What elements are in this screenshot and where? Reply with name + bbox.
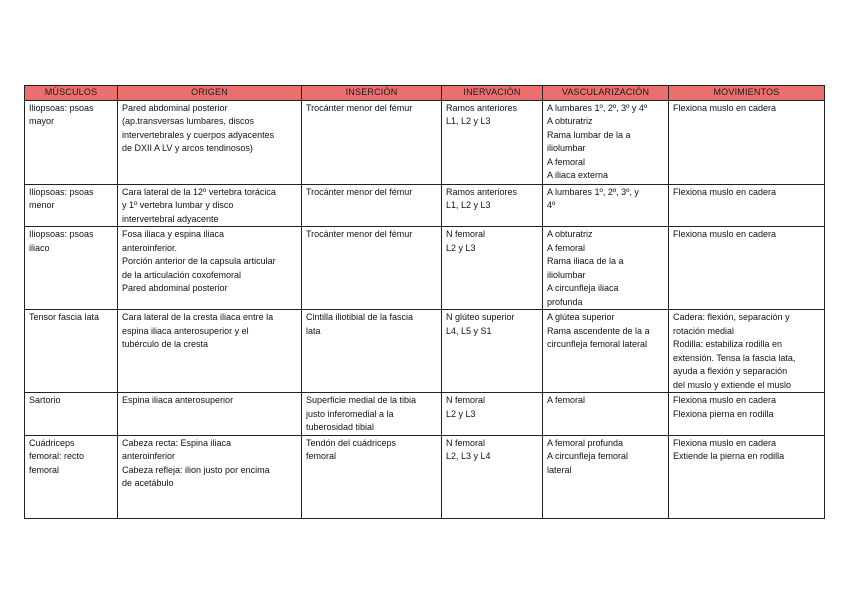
cell-text-line: Rama iliaca de la a — [547, 256, 624, 266]
table-row — [25, 310, 825, 393]
cell-text-line: anteroinferior. — [122, 242, 178, 253]
cell-text-line: N femoral — [446, 395, 486, 405]
cell-text-line: A femoral profunda — [547, 437, 624, 448]
cell-text-line: L2, L3 y L4 — [446, 451, 491, 461]
cell-vascularizacion — [543, 100, 669, 184]
cell-text-line: Iliopsoas: psoas — [29, 229, 94, 239]
cell-text-line: tubérculo de la cresta — [122, 339, 209, 349]
table-header-row — [25, 86, 825, 101]
cell-text-line: Sartorio — [29, 395, 61, 405]
cell-text-line: Cabeza recta: Espina iliaca — [122, 437, 232, 448]
cell-movimientos — [669, 227, 825, 310]
cell-inervacion — [442, 435, 543, 518]
cell-movimientos — [669, 100, 825, 184]
cell-text-line: Ramos anteriores — [446, 186, 518, 197]
cell-text-line: menor — [29, 200, 55, 210]
cell-text-line: ayuda a flexión y separación — [673, 366, 788, 376]
cell-insercion — [302, 227, 442, 310]
cell-text-line: N femoral — [446, 229, 486, 239]
cell-text-line: de la articulación coxofemoral — [122, 269, 242, 280]
cell-text-line: Rama ascendente de la a — [547, 325, 650, 336]
cell-text-line: lateral — [547, 464, 572, 475]
cell-text-line: anteroinferior — [122, 451, 176, 461]
cell-movimientos — [669, 393, 825, 436]
cell-musculo — [25, 435, 118, 518]
cell-text-line: extensión. Tensa la fascia lata, — [673, 352, 796, 363]
cell-text-line: femoral: recto — [29, 451, 85, 461]
cell-movimientos — [669, 435, 825, 518]
cell-text-line: Flexiona muslo en cadera — [673, 102, 777, 113]
cell-musculo — [25, 184, 118, 227]
cell-text-line: Flexiona muslo en cadera — [673, 395, 777, 405]
cell-musculo — [25, 310, 118, 393]
cell-musculo — [25, 100, 118, 184]
cell-text-line: Fosa iliaca y espina iliaca — [122, 229, 225, 239]
cell-origen — [118, 435, 302, 518]
cell-origen — [118, 184, 302, 227]
cell-origen — [118, 227, 302, 310]
cell-text-line: espina iliaca anterosuperior y el — [122, 325, 249, 336]
cell-inervacion — [442, 100, 543, 184]
cell-text-line: Pared abdominal posterior — [122, 283, 228, 293]
cell-text-line: (ap.transversas lumbares, discos — [122, 116, 255, 126]
cell-origen — [118, 393, 302, 436]
cell-text-line: tuberosidad tibial — [306, 422, 375, 432]
cell-vascularizacion — [543, 310, 669, 393]
cell-text-line: Porción anterior de la capsula articular — [122, 256, 276, 266]
table-row — [25, 100, 825, 184]
cell-vascularizacion — [543, 184, 669, 227]
cell-text-line: A glútea superior — [547, 312, 615, 322]
cell-inervacion — [442, 184, 543, 227]
cell-text-line: Cadera: flexión, separación y — [673, 312, 790, 322]
cell-movimientos — [669, 184, 825, 227]
cell-text-line: Cara lateral de la 12º vertebra torácica — [122, 186, 276, 197]
table-row — [25, 227, 825, 310]
cell-text-line: A circunfleja iliaca — [547, 283, 619, 293]
cell-text-line: Trocánter menor del fémur — [306, 102, 413, 113]
cell-text-line: N glúteo superior — [446, 312, 515, 322]
cell-text-line: Cuádriceps — [29, 437, 75, 448]
cell-text-line: L4, L5 y S1 — [446, 325, 492, 336]
cell-text-line: iliaco — [29, 242, 50, 253]
cell-text-line: iliolumbar — [547, 143, 586, 153]
cell-text-line: Espina iliaca anterosuperior — [122, 395, 234, 405]
cell-text-line: intervertebrales y cuerpos adyacentes — [122, 129, 275, 140]
cell-insercion — [302, 310, 442, 393]
cell-text-line: A iliaca externa — [547, 170, 609, 180]
cell-text-line: justo inferomedial a la — [306, 408, 394, 419]
cell-text-line: L2 y L3 — [446, 408, 476, 419]
header-musculos: MÚSCULOS — [25, 86, 118, 101]
cell-origen — [118, 100, 302, 184]
cell-movimientos — [669, 310, 825, 393]
cell-text-line: A femoral — [547, 242, 586, 253]
cell-inervacion — [442, 393, 543, 436]
header-movimientos: MOVIMIENTOS — [669, 86, 825, 101]
cell-text-line: Superficie medial de la tibia — [306, 395, 417, 405]
cell-text-line: Iliopsoas: psoas — [29, 102, 94, 113]
cell-inervacion — [442, 227, 543, 310]
table-row — [25, 393, 825, 436]
cell-text-line: Flexiona muslo en cadera — [673, 437, 777, 448]
cell-text-line: Cabeza refleja: ilion justo por encima — [122, 464, 270, 475]
cell-insercion — [302, 435, 442, 518]
cell-musculo — [25, 393, 118, 436]
cell-text-line: mayor — [29, 116, 55, 126]
cell-text-line: L1, L2 y L3 — [446, 116, 491, 126]
cell-text-line: circunfleja femoral lateral — [547, 339, 648, 349]
cell-text-line: intervertebral adyacente — [122, 213, 219, 224]
cell-text-line: A obturatriz — [547, 229, 593, 239]
cell-text-line: A circunfleja femoral — [547, 451, 629, 461]
cell-text-line: Flexiona muslo en cadera — [673, 229, 777, 239]
cell-vascularizacion — [543, 227, 669, 310]
cell-text-line: de DXII A LV y arcos tendinosos) — [122, 143, 253, 153]
cell-text-line: Tensor fascia lata — [29, 312, 100, 322]
cell-text-line: A obturatriz — [547, 116, 593, 126]
cell-text-line: Rama lumbar de la a — [547, 129, 631, 140]
header-inervacion: INERVACIÓN — [442, 86, 543, 101]
cell-text-line: Flexiona pierna en rodilla — [673, 408, 774, 419]
table-row — [25, 184, 825, 227]
cell-origen — [118, 310, 302, 393]
header-vascularizacion: VASCULARIZACIÓN — [543, 86, 669, 101]
cell-musculo — [25, 227, 118, 310]
cell-inervacion — [442, 310, 543, 393]
table-row — [25, 435, 825, 518]
cell-text-line: del muslo y extiende el muslo — [673, 379, 792, 390]
cell-text-line: L2 y L3 — [446, 242, 476, 253]
cell-text-line: Ramos anteriores — [446, 102, 518, 113]
cell-vascularizacion — [543, 435, 669, 518]
cell-text-line: iliolumbar — [547, 269, 586, 280]
cell-text-line: N femoral — [446, 437, 486, 448]
cell-text-line: Pared abdominal posterior — [122, 102, 228, 113]
cell-text-line: Cara lateral de la cresta iliaca entre la — [122, 312, 274, 322]
cell-text-line: 4º — [547, 200, 556, 210]
cell-text-line: A lumbares 1º, 2º, 3º y 4º — [547, 102, 648, 113]
cell-text-line: femoral — [29, 464, 60, 475]
cell-insercion — [302, 100, 442, 184]
cell-text-line: Extiende la pierna en rodilla — [673, 451, 785, 461]
cell-text-line: rotación medial — [673, 325, 735, 336]
muscles-table — [24, 85, 825, 519]
cell-text-line: Cintilla iliotibial de la fascia — [306, 312, 414, 322]
cell-text-line: y 1º vertebra lumbar y disco — [122, 200, 234, 210]
cell-text-line: A femoral — [547, 395, 586, 405]
header-insercion: INSERCIÓN — [302, 86, 442, 101]
cell-text-line: A femoral — [547, 156, 586, 167]
cell-insercion — [302, 393, 442, 436]
cell-text-line: Trocánter menor del fémur — [306, 186, 413, 197]
cell-text-line: Flexiona muslo en cadera — [673, 186, 777, 197]
cell-insercion — [302, 184, 442, 227]
table-body — [25, 100, 825, 518]
cell-vascularizacion — [543, 393, 669, 436]
cell-text-line: L1, L2 y L3 — [446, 200, 491, 210]
cell-text-line: femoral — [306, 451, 337, 461]
cell-text-line: lata — [306, 325, 321, 336]
cell-text-line: Rodilla: estabiliza rodilla en — [673, 339, 783, 349]
header-origen: ORIGEN — [118, 86, 302, 101]
cell-text-line: profunda — [547, 296, 583, 307]
cell-text-line: Trocánter menor del fémur — [306, 229, 413, 239]
cell-text-line: A lumbares 1º, 2º, 3º, y — [547, 186, 639, 197]
cell-text-line: Iliopsoas: psoas — [29, 186, 94, 197]
cell-text-line: de acetábulo — [122, 478, 174, 488]
cell-text-line: Tendón del cuádriceps — [306, 437, 397, 448]
